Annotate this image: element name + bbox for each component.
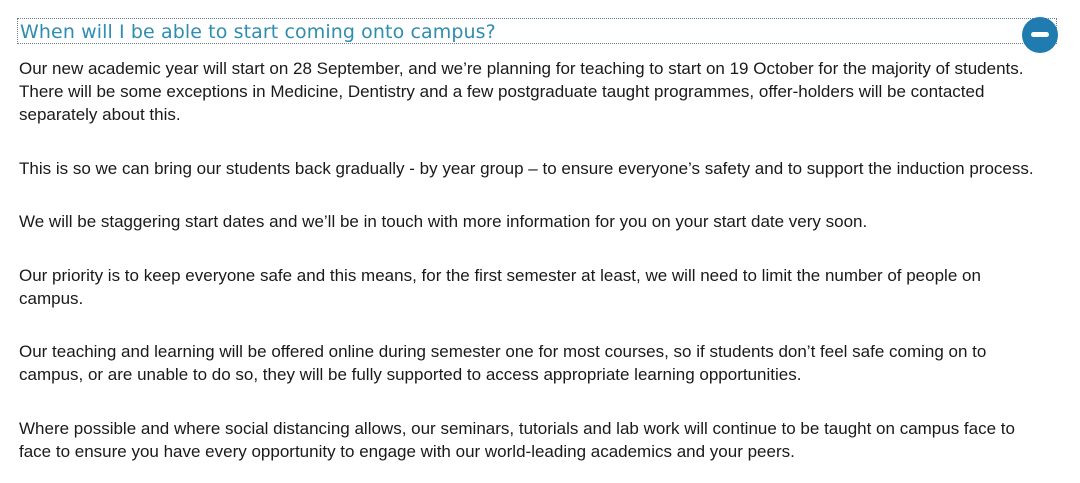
- answer-paragraph: Where possible and where social distancing allows, our seminars, tutorials and lab work will continue to be taught on campus face to face to ensure you have every opportunity to engage with our world-leading academics and your peers.: [19, 418, 1015, 461]
- answer-paragraph: Our priority is to keep everyone safe and this means, for the first semester at least, we will need to limit the number of people on campus.: [19, 265, 981, 308]
- answer-paragraph: This is so we can bring our students back gradually - by year group – to ensure everyone’s safety and to support the induction process.: [19, 158, 1034, 178]
- minus-circle-icon: [1031, 32, 1049, 37]
- accordion-header[interactable]: [17, 18, 1057, 44]
- accordion-body: [19, 57, 1069, 483]
- answer-paragraph: We will be staggering start dates and we’ll be in touch with more information for you on your start date very soon.: [19, 212, 868, 231]
- answer-paragraph: Our teaching and learning will be offered online during semester one for most courses, so if students don’t feel safe coming on to campus, or are unable to do so, they will be fully supported to access appropriate learning opportunities.: [19, 342, 987, 384]
- collapse-button[interactable]: [1022, 17, 1058, 53]
- accordion-title[interactable]: When will I be able to start coming onto campus?: [20, 21, 496, 43]
- answer-paragraph: Our new academic year will start on 28 September, and we’re planning for teaching to start on 19 October for the majority of students. There will be some exceptions in Medicine, Dentistry and a few postgraduate taught programmes, offer-holders will be contacted separately about this.: [19, 59, 1024, 124]
